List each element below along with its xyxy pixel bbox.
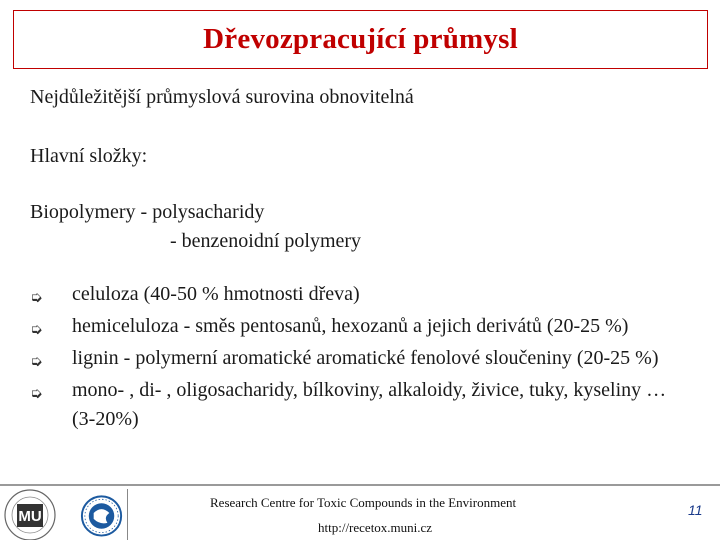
arrow-bullet-icon: ➭ bbox=[30, 352, 43, 370]
slide-title: Dřevozpracující průmysl bbox=[203, 23, 518, 55]
list-item-text: mono- , di- , oligosacharidy, bílkoviny, alkaloidy, živice, tuky, kyseliny … (3-20%) bbox=[72, 379, 667, 430]
components-list bbox=[30, 280, 690, 434]
footer-divider bbox=[0, 484, 720, 486]
arrow-bullet-icon: ➭ bbox=[30, 384, 43, 402]
list-item bbox=[30, 280, 690, 312]
list-item bbox=[30, 312, 690, 344]
recetox-logo bbox=[78, 489, 128, 540]
title-box bbox=[13, 10, 708, 69]
intro-text: Nejdůležitější průmyslová surovina obnovitelná bbox=[30, 86, 414, 108]
list-item-text: lignin - polymerní aromatické aromatické fenolové sloučeniny (20-25 %) bbox=[72, 347, 659, 369]
components-heading: Hlavní složky: bbox=[30, 145, 148, 167]
list-item bbox=[30, 344, 690, 376]
arrow-bullet-icon: ➭ bbox=[30, 320, 43, 338]
page-number: 11 bbox=[688, 502, 703, 518]
research-centre-name: Research Centre for Toxic Compounds in the Environment bbox=[210, 495, 517, 510]
list-item-text: celuloza (40-50 % hmotnosti dřeva) bbox=[72, 283, 360, 305]
mu-logo-letters: MU bbox=[18, 508, 42, 525]
arrow-bullet-icon: ➭ bbox=[30, 288, 43, 306]
biopolymers-line-1: Biopolymery - polysacharidy bbox=[30, 201, 265, 223]
website-link[interactable]: http://recetox.muni.cz bbox=[318, 520, 433, 535]
list-item-text: hemiceluloza - směs pentosanů, hexozanů a jejich derivátů (20-25 %) bbox=[72, 315, 629, 337]
list-item bbox=[30, 376, 690, 434]
masaryk-university-logo bbox=[0, 487, 60, 540]
biopolymers-line-2: - benzenoidní polymery bbox=[170, 230, 362, 252]
